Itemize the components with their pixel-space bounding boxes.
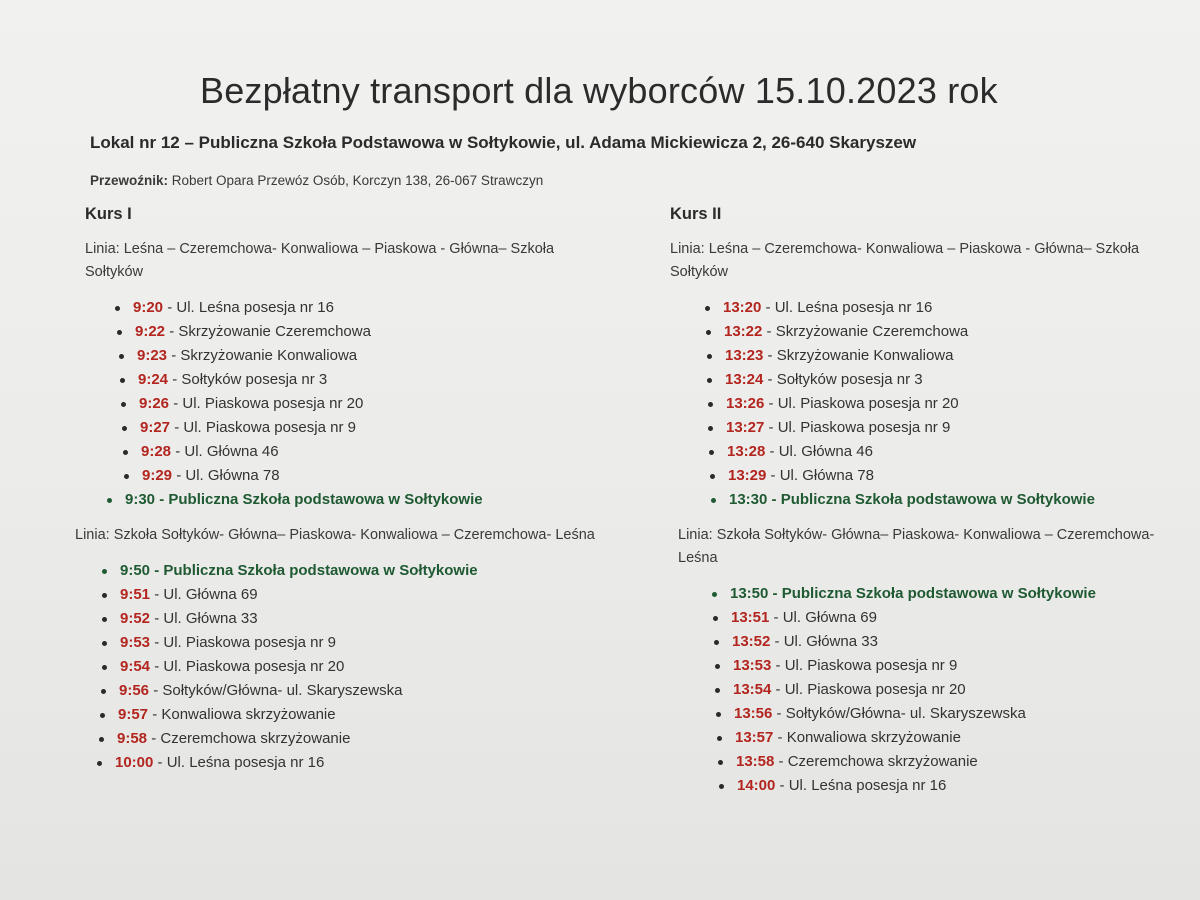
bullet-icon xyxy=(710,474,715,479)
bullet-icon xyxy=(715,664,720,669)
kurs-2-route-return: Linia: Szkoła Sołtyków- Główna– Piaskowa- Konwaliowa – Czeremchowa- Leśna xyxy=(678,527,1155,566)
kurs-1-column xyxy=(75,205,605,787)
stop-description: - Sołtyków/Główna- ul. Skaryszewska xyxy=(153,682,403,699)
stop-item xyxy=(85,344,605,368)
stop-description: - Sołtyków posesja nr 3 xyxy=(172,371,328,388)
stop-item xyxy=(670,464,1190,488)
stop-time: 9:57 xyxy=(118,706,149,723)
stop-item xyxy=(670,440,1190,464)
stop-time: 13:24 xyxy=(725,371,764,388)
stop-time: 9:54 xyxy=(120,658,151,675)
bullet-icon xyxy=(124,474,129,479)
stop-time: 9:30 xyxy=(125,491,156,508)
stop-description: - Publiczna Szkoła podstawowa w Sołtykowie xyxy=(771,491,1095,508)
bullet-icon xyxy=(714,640,719,645)
bullet-icon xyxy=(718,760,723,765)
stop-description: - Ul. Główna 69 xyxy=(773,609,877,626)
stop-item xyxy=(670,774,1190,798)
bullet-icon xyxy=(713,616,718,621)
bullet-icon xyxy=(120,378,125,383)
bullet-icon xyxy=(99,737,104,742)
stop-item xyxy=(85,368,605,392)
stop-item xyxy=(670,582,1190,606)
stop-description: - Konwaliowa skrzyżowanie xyxy=(777,729,961,746)
stop-time: 13:26 xyxy=(726,395,765,412)
stop-item xyxy=(85,703,605,727)
stop-item xyxy=(85,440,605,464)
stop-item xyxy=(670,726,1190,750)
stop-description: - Ul. Leśna posesja nr 16 xyxy=(157,754,325,771)
stop-time: 9:27 xyxy=(140,419,171,436)
stop-item xyxy=(85,464,605,488)
stop-description: - Ul. Główna 78 xyxy=(176,467,280,484)
stop-time: 13:51 xyxy=(731,609,770,626)
stop-item xyxy=(670,488,1190,512)
bullet-icon xyxy=(102,593,107,598)
kurs-2-route-outbound: Linia: Leśna – Czeremchowa- Konwaliowa – Piaskowa - Główna– Szkoła Sołtyków xyxy=(670,241,1140,280)
stop-item xyxy=(85,631,605,655)
carrier-label: Przewoźnik: xyxy=(90,173,169,188)
bullet-icon xyxy=(709,450,714,455)
bullet-icon xyxy=(121,402,126,407)
stop-description: - Ul. Główna 69 xyxy=(154,586,258,603)
stop-time: 13:52 xyxy=(732,633,771,650)
carrier-line xyxy=(90,173,543,188)
stop-item xyxy=(670,416,1190,440)
bullet-icon xyxy=(101,689,106,694)
stop-time: 9:29 xyxy=(142,467,173,484)
stop-time: 13:28 xyxy=(727,443,766,460)
stop-description: - Publiczna Szkoła podstawowa w Sołtykowie xyxy=(772,585,1096,602)
stop-description: - Ul. Piaskowa posesja nr 20 xyxy=(154,658,345,675)
stop-item xyxy=(85,320,605,344)
kurs-1-route-return: Linia: Szkoła Sołtyków- Główna– Piaskowa- Konwaliowa – Czeremchowa- Leśna xyxy=(75,527,595,543)
kurs-2-stops-outbound xyxy=(670,296,1190,512)
bullet-icon xyxy=(711,498,716,503)
stop-item xyxy=(670,750,1190,774)
stop-time: 13:27 xyxy=(726,419,765,436)
stop-item xyxy=(85,655,605,679)
stop-time: 13:54 xyxy=(733,681,772,698)
kurs-2-heading: Kurs II xyxy=(670,205,722,223)
page-title: Bezpłatny transport dla wyborców 15.10.2023 rok xyxy=(200,70,998,111)
stop-description: - Skrzyżowanie Konwaliowa xyxy=(171,347,358,364)
stop-time: 13:57 xyxy=(735,729,774,746)
stop-time: 13:58 xyxy=(736,753,775,770)
stop-item xyxy=(85,583,605,607)
stop-time: 9:23 xyxy=(137,347,168,364)
stop-time: 13:50 xyxy=(730,585,769,602)
stop-description: - Ul. Leśna posesja nr 16 xyxy=(167,299,334,316)
stop-item xyxy=(670,392,1190,416)
stop-item xyxy=(670,368,1190,392)
stop-time: 13:29 xyxy=(728,467,767,484)
stop-description: - Ul. Leśna posesja nr 16 xyxy=(765,299,933,316)
stop-item xyxy=(85,727,605,751)
bullet-icon xyxy=(707,354,712,359)
stop-item xyxy=(85,488,605,512)
stop-description: - Czeremchowa skrzyżowanie xyxy=(151,730,351,747)
stop-time: 13:53 xyxy=(733,657,772,674)
stop-time: 13:56 xyxy=(734,705,773,722)
stop-item xyxy=(670,606,1190,630)
bullet-icon xyxy=(102,665,107,670)
stop-time: 9:52 xyxy=(120,610,151,627)
stop-time: 9:53 xyxy=(120,634,151,651)
stop-description: - Ul. Główna 46 xyxy=(175,443,279,460)
kurs-1-stops-return xyxy=(85,559,605,775)
bullet-icon xyxy=(712,592,717,597)
stop-time: 9:24 xyxy=(138,371,169,388)
bullet-icon xyxy=(119,354,124,359)
bullet-icon xyxy=(102,641,107,646)
stop-description: - Ul. Piaskowa posesja nr 20 xyxy=(775,681,966,698)
stop-description: - Ul. Główna 33 xyxy=(774,633,878,650)
bullet-icon xyxy=(706,330,711,335)
stop-description: - Ul. Leśna posesja nr 16 xyxy=(779,777,947,794)
stop-item xyxy=(85,751,605,775)
stop-time: 9:22 xyxy=(135,323,166,340)
bullet-icon xyxy=(705,306,710,311)
stop-item xyxy=(670,630,1190,654)
stop-description: - Ul. Główna 78 xyxy=(770,467,874,484)
carrier-value: Robert Opara Przewóz Osób, Korczyn 138, 26-067 Strawczyn xyxy=(171,173,544,188)
stop-time: 9:50 xyxy=(120,562,151,579)
stop-time: 9:20 xyxy=(133,299,164,316)
stop-item xyxy=(85,416,605,440)
stop-item xyxy=(670,702,1190,726)
bullet-icon xyxy=(716,712,721,717)
stop-item xyxy=(85,296,605,320)
bullet-icon xyxy=(717,736,722,741)
stop-time: 13:30 xyxy=(729,491,768,508)
stop-item xyxy=(85,607,605,631)
stop-description: - Sołtyków posesja nr 3 xyxy=(767,371,923,388)
stop-item xyxy=(85,559,605,583)
bullet-icon xyxy=(115,306,120,311)
stop-time: 13:23 xyxy=(725,347,764,364)
kurs-2-column xyxy=(670,205,1190,810)
polling-station-heading: Lokal nr 12 – Publiczna Szkoła Podstawowa w Sołtykowie, ul. Adama Mickiewicza 2, 26-640 Skaryszew xyxy=(90,133,917,152)
stop-time: 9:28 xyxy=(141,443,172,460)
bullet-icon xyxy=(708,402,713,407)
stop-item xyxy=(670,344,1190,368)
stop-time: 13:20 xyxy=(723,299,762,316)
kurs-2-stops-return xyxy=(670,582,1190,798)
stop-item xyxy=(670,320,1190,344)
stop-description: - Ul. Piaskowa posesja nr 9 xyxy=(174,419,356,436)
stop-item xyxy=(85,392,605,416)
stop-description: - Ul. Piaskowa posesja nr 20 xyxy=(768,395,959,412)
bullet-icon xyxy=(117,330,122,335)
stop-description: - Konwaliowa skrzyżowanie xyxy=(152,706,336,723)
bullet-icon xyxy=(708,426,713,431)
bullet-icon xyxy=(107,498,112,503)
kurs-1-heading: Kurs I xyxy=(85,205,132,223)
stop-time: 10:00 xyxy=(115,754,154,771)
bullet-icon xyxy=(715,688,720,693)
stop-time: 9:51 xyxy=(120,586,151,603)
stop-item xyxy=(670,296,1190,320)
stop-time: 14:00 xyxy=(737,777,776,794)
bullet-icon xyxy=(102,617,107,622)
bullet-icon xyxy=(100,713,105,718)
stop-time: 9:56 xyxy=(119,682,150,699)
stop-item xyxy=(85,679,605,703)
stop-description: - Publiczna Szkoła podstawowa w Sołtykowie xyxy=(159,491,483,508)
bullet-icon xyxy=(97,761,102,766)
stop-description: - Czeremchowa skrzyżowanie xyxy=(778,753,978,770)
stop-description: - Ul. Główna 33 xyxy=(154,610,258,627)
stop-time: 9:26 xyxy=(139,395,170,412)
stop-description: - Ul. Piaskowa posesja nr 9 xyxy=(768,419,951,436)
stop-description: - Publiczna Szkoła podstawowa w Sołtykowie xyxy=(154,562,478,579)
stop-description: - Skrzyżowanie Czeremchowa xyxy=(766,323,969,340)
stop-description: - Skrzyżowanie Konwaliowa xyxy=(767,347,954,364)
stop-description: - Ul. Piaskowa posesja nr 20 xyxy=(173,395,364,412)
stop-description: - Sołtyków/Główna- ul. Skaryszewska xyxy=(776,705,1026,722)
stop-time: 9:58 xyxy=(117,730,148,747)
bullet-icon xyxy=(719,784,724,789)
bullet-icon xyxy=(707,378,712,383)
stop-description: - Skrzyżowanie Czeremchowa xyxy=(169,323,371,340)
stop-item xyxy=(670,678,1190,702)
kurs-1-stops-outbound xyxy=(85,296,605,512)
stop-time: 13:22 xyxy=(724,323,763,340)
stop-description: - Ul. Piaskowa posesja nr 9 xyxy=(775,657,958,674)
stop-item xyxy=(670,654,1190,678)
stop-description: - Ul. Główna 46 xyxy=(769,443,873,460)
stop-description: - Ul. Piaskowa posesja nr 9 xyxy=(154,634,336,651)
bullet-icon xyxy=(123,450,128,455)
bullet-icon xyxy=(122,426,127,431)
kurs-1-route-outbound: Linia: Leśna – Czeremchowa- Konwaliowa – Piaskowa - Główna– Szkoła Sołtyków xyxy=(85,241,555,280)
bullet-icon xyxy=(102,569,107,574)
